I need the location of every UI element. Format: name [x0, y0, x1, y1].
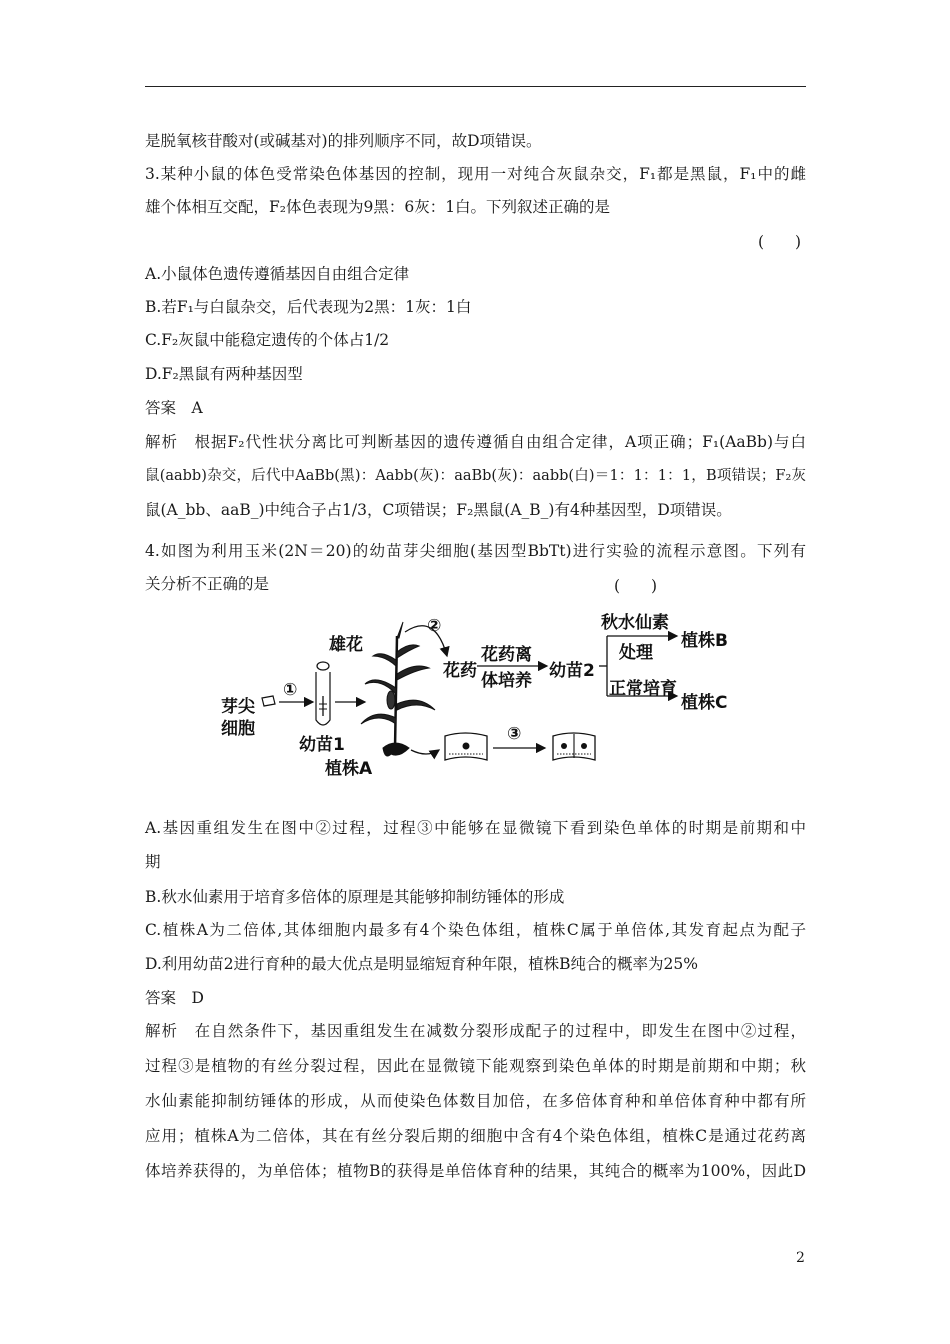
label-seedling1: 幼苗1: [299, 735, 345, 755]
label-step1: ①: [283, 680, 298, 700]
label-normal: 正常培育: [609, 679, 677, 699]
q3-analysis-line1: 解析 根据F₂代性状分离比可判断基因的遗传遵循自由组合定律，A项正确；F₁(AaBb)与白: [145, 433, 806, 451]
q4-option-c: C.植株A为二倍体,其体细胞内最多有4个染色体组，植株C属于单倍体,其发育起点为配子: [145, 921, 806, 939]
label-male-flower: 雄花: [329, 635, 363, 655]
cell-icon: [445, 733, 487, 760]
q4-stem-line2: 关分析不正确的是: [145, 575, 270, 593]
q3-answer: 答案 A: [145, 399, 203, 417]
label-bud-cell-2: 细胞: [221, 719, 255, 739]
q4-analysis-line5: 体培养获得的，为单倍体；植物B的获得是单倍体育种的结果，其纯合的概率为100%，因此D: [145, 1162, 806, 1180]
label-colchicine: 秋水仙素: [601, 613, 669, 633]
flow-diagram: [215, 608, 755, 778]
label-treatment: 处理: [619, 643, 653, 663]
label-culture-1: 花药离: [481, 645, 532, 665]
q3-option-c: C.F₂灰鼠中能稳定遗传的个体占1/2: [145, 331, 390, 349]
bud-cell-shape: [262, 696, 275, 706]
q4-analysis-line4: 应用；植株A为二倍体，其在有丝分裂后期的细胞中含有4个染色体组，植株C是通过花药离: [145, 1127, 806, 1145]
label-plant-a: 植株A: [325, 759, 373, 779]
q4-option-d: D.利用幼苗2进行育种的最大优点是明显缩短育种年限，植株B纯合的概率为25%: [145, 955, 699, 973]
label-anther: 花药: [443, 661, 477, 681]
q3-analysis-line3: 鼠(A_bb、aaB_)中纯合子占1/3，C项错误；F₂黑鼠(A_B_)有4种基因型，D项错误。: [145, 501, 732, 519]
q4-option-b: B.秋水仙素用于培育多倍体的原理是其能够抑制纺锤体的形成: [145, 888, 565, 906]
header-rule: [145, 86, 806, 87]
test-tube-icon: [316, 662, 330, 725]
label-plant-b: 植株B: [681, 631, 728, 651]
q4-option-a-line2: 期: [145, 853, 161, 871]
q4-stem-line1: 4.如图为利用玉米(2N＝20)的幼苗芽尖细胞(基因型BbTt)进行实验的流程示意图。下列有: [145, 542, 806, 560]
top-continuation: 是脱氧核苷酸对(或碱基对)的排列顺序不同，故D项错误。: [145, 132, 542, 150]
page-number: 2: [796, 1250, 805, 1266]
q3-analysis-line2: 鼠(aabb)杂交，后代中AaBb(黑)：Aabb(灰)：aaBb(灰)：aabb(白)＝1：1：1：1，B项错误；F₂灰: [145, 468, 806, 484]
q4-analysis-line3: 水仙素能抑制纺锤体的形成，从而使染色体数目加倍，在多倍体育种和单倍体育种中都有所: [145, 1092, 806, 1110]
q4-answer-paren: ( ): [614, 577, 658, 595]
q3-option-a: A.小鼠体色遗传遵循基因自由组合定律: [145, 265, 410, 283]
q3-stem-line2: 雄个体相互交配，F₂体色表现为9黑：6灰：1白。下列叙述正确的是: [145, 198, 611, 216]
q4-analysis-line1: 解析 在自然条件下，基因重组发生在减数分裂形成配子的过程中，即发生在图中②过程，: [145, 1022, 806, 1040]
corn-plant-icon: [361, 622, 435, 756]
label-bud-cell-1: 芽尖: [221, 697, 255, 717]
q4-answer: 答案 D: [145, 989, 204, 1007]
q3-stem-line1: 3.某种小鼠的体色受常染色体基因的控制，现用一对纯合灰鼠杂交，F₁都是黑鼠，F₁中的雌: [145, 165, 806, 183]
label-culture-2: 体培养: [481, 671, 532, 691]
q3-option-d: D.F₂黑鼠有两种基因型: [145, 365, 303, 383]
label-step2: ②: [427, 616, 442, 636]
label-seedling2: 幼苗2: [549, 661, 595, 681]
daughter-cells-icon: [553, 733, 595, 760]
q3-answer-paren: ( ): [758, 233, 802, 251]
q3-option-b: B.若F₁与白鼠杂交，后代表现为2黑：1灰：1白: [145, 298, 472, 316]
label-plant-c: 植株C: [681, 693, 728, 713]
q4-option-a-line1: A.基因重组发生在图中②过程，过程③中能够在显微镜下看到染色单体的时期是前期和中: [145, 819, 806, 837]
label-step3: ③: [507, 724, 522, 744]
q4-analysis-line2: 过程③是植物的有丝分裂过程，因此在显微镜下能观察到染色单体的时期是前期和中期；秋: [145, 1057, 806, 1075]
